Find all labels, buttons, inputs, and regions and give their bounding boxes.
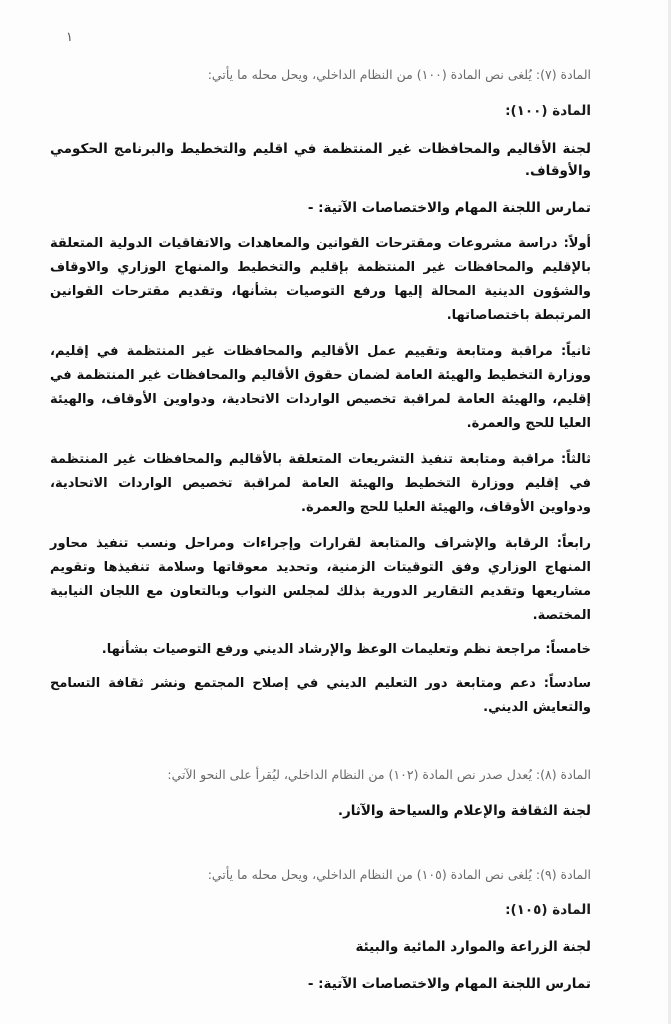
document-body <box>50 66 591 994</box>
task-item-5-text: مراجعة نظم وتعليمات الوعظ والإرشاد الديني ورفع التوصيات بشأنها. <box>101 642 541 657</box>
task-item-4 <box>50 532 591 628</box>
article-9 <box>50 866 591 994</box>
article-7 <box>50 66 591 720</box>
task-item-1-text: دراسة مشروعات ومقترحات القوانين والمعاهدات والاتفاقيات الدولية المتعلقة بالإقليم والمحافظات غير المنتظمة بإقليم والتخطيط والمنهاج الوزاري والاوقاف والشؤون الدينية المحالة إليها ورفع التوصيات بشأنها، وتقديم مقترحات القوانين المرتبطة باختصاصاتها. <box>50 236 591 323</box>
article-100-tasks-intro: تمارس اللجنة المهام والاختصاصات الآتية: - <box>307 200 591 216</box>
task-item-5 <box>50 638 591 662</box>
task-item-2-ordinal: ثانياً: <box>560 344 591 359</box>
article-100-heading: المادة (١٠٠): <box>505 103 591 119</box>
task-item-5-ordinal: خامساً: <box>545 642 591 657</box>
article-9-amendment: المادة (٩): يُلغى نص المادة (١٠٥) من النظام الداخلي، ويحل محله ما يأتي: <box>207 867 591 882</box>
task-item-6-text: دعم ومتابعة دور التعليم الديني في إصلاح المجتمع ونشر ثقافة التسامح والتعايش الديني. <box>50 676 591 715</box>
task-item-2 <box>50 340 591 436</box>
task-item-4-text: الرقابة والإشراف والمتابعة لقرارات وإجراءات ومراحل ونسب تنفيذ محاور المنهاج الوزاري وفق التوقيتات الزمنية، وتحديد معوقاتها وسلامة تنفيذها وتقويم مشاريعها وتقديم التقارير الدورية بذلك لمجلس النواب وبالتعاون مع اللجان النيابية المختصة. <box>50 536 591 623</box>
task-item-3-ordinal: ثالثاً: <box>560 452 591 467</box>
article-105-tasks-intro: تمارس اللجنة المهام والاختصاصات الآتية: - <box>307 976 591 992</box>
task-item-6-ordinal: سادساً: <box>543 676 591 691</box>
article-8-amendment: المادة (٨): يُعدل صدر نص المادة (١٠٢) من النظام الداخلي، ليُقرأ على النحو الآتي: <box>167 767 591 782</box>
task-item-3 <box>50 448 591 520</box>
article-100-committee-name: لجنة الأقاليم والمحافظات غير المنتظمة في اقليم والتخطيط والبرنامج الحكومي والأوقاف. <box>50 141 591 179</box>
page-number: ١ <box>66 30 73 45</box>
article-8 <box>50 766 591 822</box>
task-item-1 <box>50 232 591 328</box>
task-item-4-ordinal: رابعاً: <box>556 536 591 551</box>
article-105-heading: المادة (١٠٥): <box>505 902 591 918</box>
task-item-3-text: مراقبة ومتابعة تنفيذ التشريعات المتعلقة بالأقاليم والمحافظات غير المنتظمة في إقليم ووزارة التخطيط والهيئة العامة لمراقبة تخصيص الواردات الاتحادية، ودواوين الأوقاف، والهيئة العليا للحج والعمرة. <box>50 452 591 515</box>
article-105-committee-name: لجنة الزراعة والموارد المائية والبيئة <box>355 939 591 955</box>
task-item-6 <box>50 672 591 720</box>
article-102-committee-name: لجنة الثقافة والإعلام والسياحة والآثار. <box>337 803 591 819</box>
task-item-2-text: مراقبة ومتابعة وتقييم عمل الأقاليم والمحافظات غير المنتظمة في إقليم، ووزارة التخطيط والهيئة العامة لضمان حقوق الأقاليم والمحافظات غير المنتظمة في إقليم، والهيئة العامة لمراقبة تخصيص الواردات الاتحادية، ودواوين الأوقاف، والهيئة العليا للحج والعمرة. <box>50 344 591 431</box>
article-7-amendment: المادة (٧): يُلغى نص المادة (١٠٠) من النظام الداخلي، ويحل محله ما يأتي: <box>207 67 591 82</box>
task-item-1-ordinal: أولاً: <box>563 236 591 251</box>
